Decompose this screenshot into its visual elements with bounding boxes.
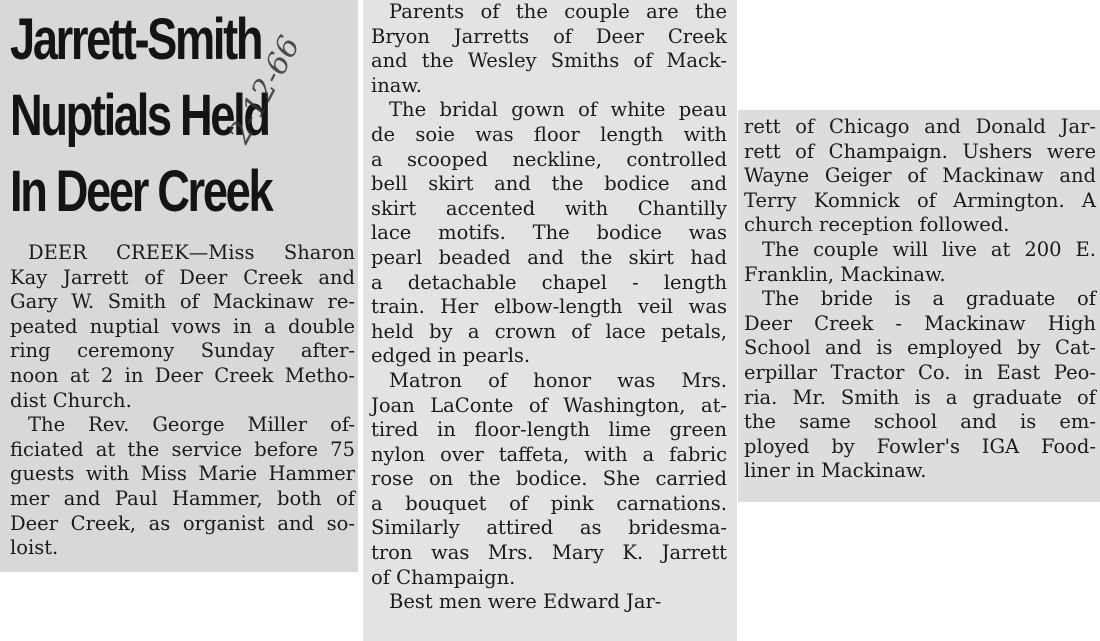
text-line: inaw. [371, 73, 422, 97]
text-line: Terry Komnick of Armington. A [744, 188, 1096, 212]
headline-line: Jarrett-Smith [10, 7, 262, 72]
text-line: rett of Chicago and Donald Jar- [744, 115, 1096, 138]
text-line: a detachable chapel - length [371, 270, 727, 294]
text-line: Franklin, Mackinaw. [744, 262, 946, 286]
text-line: tron was Mrs. Mary K. Jarrett [371, 541, 727, 565]
text-line: skirt accented with Chantilly [371, 196, 727, 220]
text-line: Matron of honor was Mrs. [389, 368, 727, 392]
text-line: Wayne Geiger of Mackinaw and [744, 164, 1096, 188]
text-line: Bryon Jarretts of Deer Creek [371, 24, 727, 48]
text-line: train. Her elbow-length veil was [371, 295, 727, 319]
text-line: de soie was floor length with [371, 122, 727, 146]
text-line: The couple will live at 200 E. [762, 237, 1096, 261]
text-line: bell skirt and the bodice and [371, 172, 727, 196]
text-line: dist Church. [10, 388, 132, 412]
text-line: The bride is a graduate of [762, 287, 1096, 311]
text-line: tired in floor-length lime green [371, 418, 727, 442]
headline-line: Nuptials Held [10, 83, 269, 148]
text-line: lace motifs. The bodice was [371, 221, 727, 245]
text-line: a scooped neckline, controlled [371, 147, 727, 171]
text-line: loist. [10, 536, 59, 560]
text-line: School and is employed by Cat- [744, 336, 1096, 360]
text-line: erpillar Tractor Co. in East Peo- [744, 360, 1096, 384]
text-line: rose on the bodice. She carried [371, 467, 727, 491]
text-line: of Champaign. [371, 565, 516, 589]
text-line: rett of Champaign. Ushers were [744, 139, 1096, 163]
text-line: DEER CREEK—Miss Sharon [28, 241, 355, 264]
text-line: and the Wesley Smiths of Mack- [371, 49, 727, 73]
column-2-text [371, 0, 727, 615]
text-line: mer and Paul Hammer, both of [10, 486, 355, 510]
column-1 [0, 0, 358, 572]
text-line: Similarly attired as bridesma- [371, 516, 727, 540]
column-1-text [10, 241, 355, 561]
text-line: ficiated at the service before 75 [10, 437, 355, 461]
text-line: Kay Jarrett of Deer Creek and [10, 265, 355, 289]
text-line: church reception followed. [744, 213, 1010, 237]
text-line: Joan LaConte of Washington, at- [371, 393, 727, 417]
text-line: edged in pearls. [371, 344, 531, 368]
text-line: ring ceremony Sunday after- [10, 339, 355, 363]
text-line: Deer Creek, as organist and so- [10, 511, 355, 535]
column-2 [363, 0, 737, 641]
text-line: noon at 2 in Deer Creek Metho- [10, 363, 355, 387]
text-line: held by a crown of lace petals, [371, 319, 727, 343]
text-line: Gary W. Smith of Mackinaw re- [10, 290, 355, 314]
headline-line: In Deer Creek [10, 159, 272, 224]
text-line: The Rev. George Miller of- [28, 413, 355, 437]
text-line: liner in Mackinaw. [744, 459, 927, 483]
handwritten-date-note: 2-12-66 [222, 30, 308, 150]
text-line: ployed by Fowler's IGA Food- [744, 434, 1096, 458]
text-line: Deer Creek - Mackinaw High [744, 311, 1096, 335]
text-line: The bridal gown of white peau [389, 98, 727, 122]
text-line: pearl beaded and the skirt had [371, 245, 727, 269]
column-3-text [744, 115, 1096, 484]
text-line: the same school and is em- [744, 410, 1096, 434]
text-line: ria. Mr. Smith is a graduate of [744, 385, 1096, 409]
text-line: a bouquet of pink carnations. [371, 491, 727, 515]
column-3 [738, 110, 1100, 502]
text-line: nylon over taffeta, with a fabric [371, 442, 727, 466]
text-line: guests with Miss Marie Hammer [10, 462, 355, 486]
text-line: Best men were Edward Jar- [389, 590, 662, 614]
text-line: Parents of the couple are the [389, 0, 727, 23]
text-line: peated nuptial vows in a double [10, 314, 355, 338]
